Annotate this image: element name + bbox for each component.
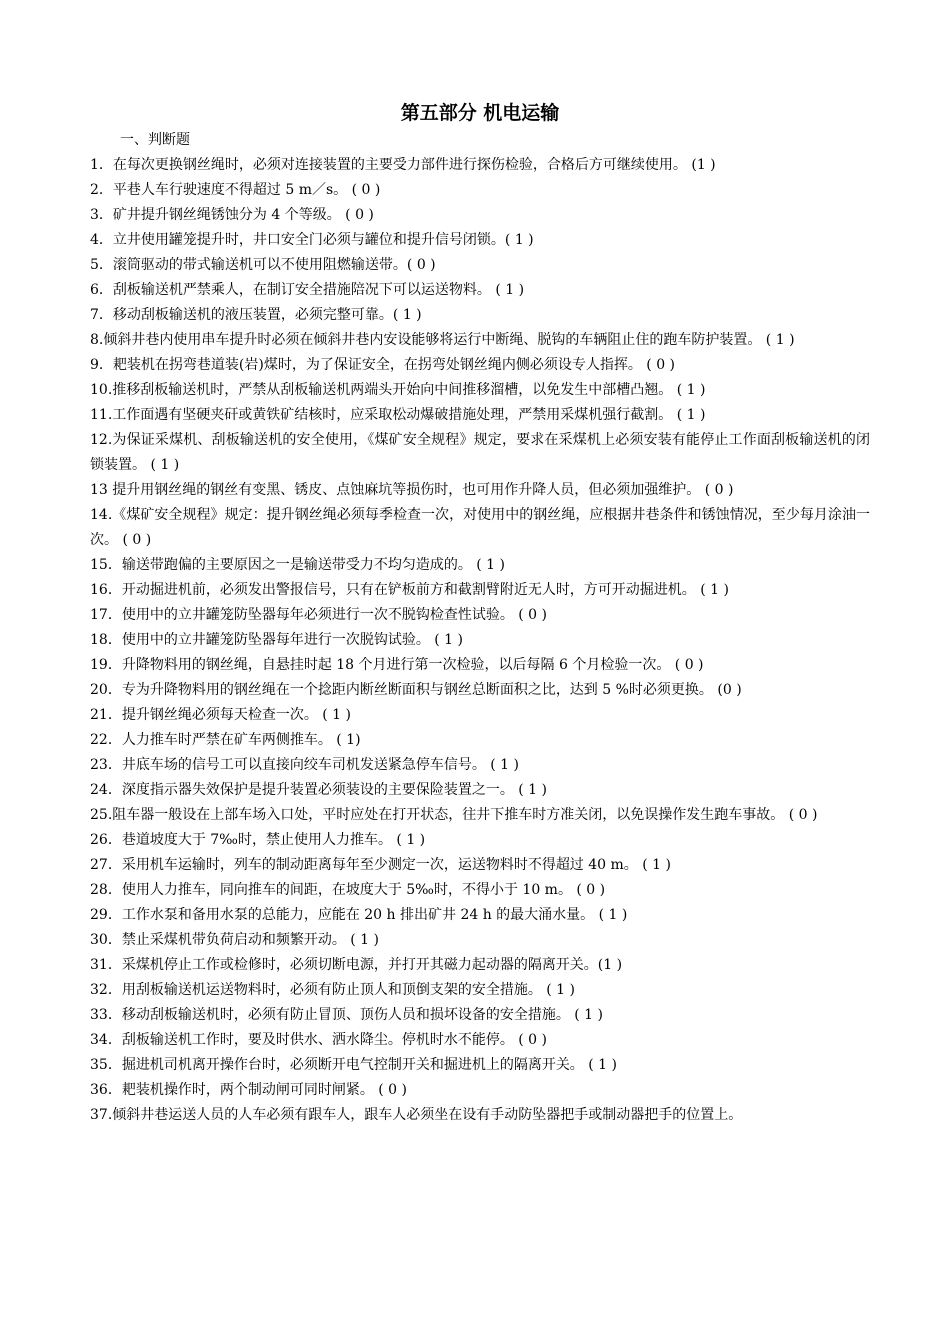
question-item: 34．刮板输送机工作时，要及时供水、洒水降尘。停机时水不能停。 ( 0 ) [90, 1032, 547, 1048]
question-item: 32．用刮板输送机运送物料时，必须有防止顶人和顶倒支架的安全措施。 ( 1 ) [90, 982, 575, 998]
question-item: 12.为保证采煤机、刮板输送机的安全使用，《煤矿安全规程》规定，要求在采煤机上必须安装有能停止工作面刮板输送机的闭锁装置。 ( 1 ) [90, 432, 870, 473]
question-item: 36．耙装机操作时，两个制动闸可同时闸紧。 ( 0 ) [90, 1082, 407, 1098]
question-item: 16．开动掘进机前，必须发出警报信号，只有在铲板前方和截割臂附近无人时，方可开动掘进机。 ( 1 ) [90, 582, 729, 598]
question-item: 2．平巷人车行驶速度不得超过 5 m／s。 ( 0 ) [90, 182, 381, 198]
question-item: 3．矿井提升钢丝绳锈蚀分为 4 个等级。 ( 0 ) [90, 207, 374, 223]
question-item: 6．刮板输送机严禁乘人，在制订安全措施陪况下可以运送物料。 ( 1 ) [90, 282, 525, 298]
question-item: 18．使用中的立井罐笼防坠器每年进行一次脱钩试验。 ( 1 ) [90, 632, 463, 648]
question-item: 24．深度指示器失效保护是提升装置必须装设的主要保险装置之一。 ( 1 ) [90, 782, 547, 798]
section-heading: 一、判断题 [120, 132, 190, 148]
question-item: 8.倾斜井巷内使用串车提升时必须在倾斜井巷内安设能够将运行中断绳、脱钩的车辆阻止住的跑车防护装置。 ( 1 ) [90, 332, 795, 348]
question-list [90, 153, 870, 1128]
question-item: 23．井底车场的信号工可以直接向绞车司机发送紧急停车信号。 ( 1 ) [90, 757, 519, 773]
question-item: 7．移动刮板输送机的液压装置，必须完整可靠。( 1 ) [90, 307, 422, 323]
question-item: 31．采煤机停止工作或检修时，必须切断电源，并打开其磁力起动器的隔离开关。(1 ) [90, 957, 623, 973]
question-item: 30．禁止采煤机带负荷启动和频繁开动。 ( 1 ) [90, 932, 379, 948]
question-item: 26．巷道坡度大于 7‰时，禁止使用人力推车。 ( 1 ) [90, 832, 426, 848]
question-item: 20．专为升降物料用的钢丝绳在一个捻距内断丝断面积与钢丝总断面积之比，达到 5 %时必须更换。 (0 ) [90, 682, 742, 698]
question-item: 29．工作水泵和备用水泵的总能力，应能在 20 h 排出矿井 24 h 的最大涌水量。 ( 1 ) [90, 907, 628, 923]
question-item: 14.《煤矿安全规程》规定：提升钢丝绳必须每季检查一次，对使用中的钢丝绳，应根据井巷条件和锈蚀情况，至少每月涂油一次。 ( 0 ) [90, 507, 870, 548]
question-item: 37.倾斜井巷运送人员的人车必须有跟车人，跟车人必须坐在设有手动防坠器把手或制动器把手的位置上。 [90, 1107, 743, 1123]
question-item: 27．采用机车运输时，列车的制动距离每年至少测定一次，运送物料时不得超过 40 m。 ( 1 ) [90, 857, 671, 873]
question-item: 4．立井使用罐笼提升时，井口安全门必须与罐位和提升信号闭锁。( 1 ) [90, 232, 534, 248]
question-item: 1．在每次更换钢丝绳时，必须对连接装置的主要受力部件进行探伤检验，合格后方可继续使用。 (1 ) [90, 157, 716, 173]
question-item: 13 提升用钢丝绳的钢丝有变黑、锈皮、点蚀麻坑等损伤时，也可用作升降人员，但必须加强维护。 ( 0 ) [90, 482, 734, 498]
question-item: 15．输送带跑偏的主要原因之一是输送带受力不均匀造成的。 ( 1 ) [90, 557, 505, 573]
document-page [90, 100, 870, 1128]
question-item: 5．滚筒驱动的带式输送机可以不使用阻燃输送带。( 0 ) [90, 257, 436, 273]
question-item: 11.工作面遇有坚硬夹矸或黄铁矿结核时，应采取松动爆破措施处理，严禁用采煤机强行截割。 ( 1 ) [90, 407, 706, 423]
page-title: 第五部分 机电运输 [400, 102, 560, 124]
question-item: 25.阻车器一般设在上部车场入口处，平时应处在打开状态，往井下推车时方准关闭，以免误操作发生跑车事故。 ( 0 ) [90, 807, 818, 823]
question-item: 10.推移刮板输送机时，严禁从刮板输送机两端头开始向中间推移溜槽，以免发生中部槽凸翘。 ( 1 ) [90, 382, 706, 398]
question-item: 21．提升钢丝绳必须每天检查一次。 ( 1 ) [90, 707, 351, 723]
question-item: 35．掘进机司机离开操作台时，必须断开电气控制开关和掘进机上的隔离开关。 ( 1 ) [90, 1057, 617, 1073]
question-item: 17．使用中的立井罐笼防坠器每年必须进行一次不脱钩检查性试验。 ( 0 ) [90, 607, 547, 623]
question-item: 33．移动刮板输送机时，必须有防止冒顶、顶伤人员和损坏设备的安全措施。 ( 1 ) [90, 1007, 603, 1023]
question-item: 19．升降物料用的钢丝绳，自悬挂时起 18 个月进行第一次检验，以后每隔 6 个月检验一次。 ( 0 ) [90, 657, 704, 673]
question-item: 9．耙装机在拐弯巷道装(岩)煤时，为了保证安全，在拐弯处钢丝绳内侧必须设专人指挥。 ( 0 ) [90, 357, 676, 373]
question-item: 28．使用人力推车，同向推车的间距，在坡度大于 5‰时，不得小于 10 m。 ( 0 ) [90, 882, 606, 898]
question-item: 22．人力推车时严禁在矿车两侧推车。 ( 1) [90, 732, 361, 748]
